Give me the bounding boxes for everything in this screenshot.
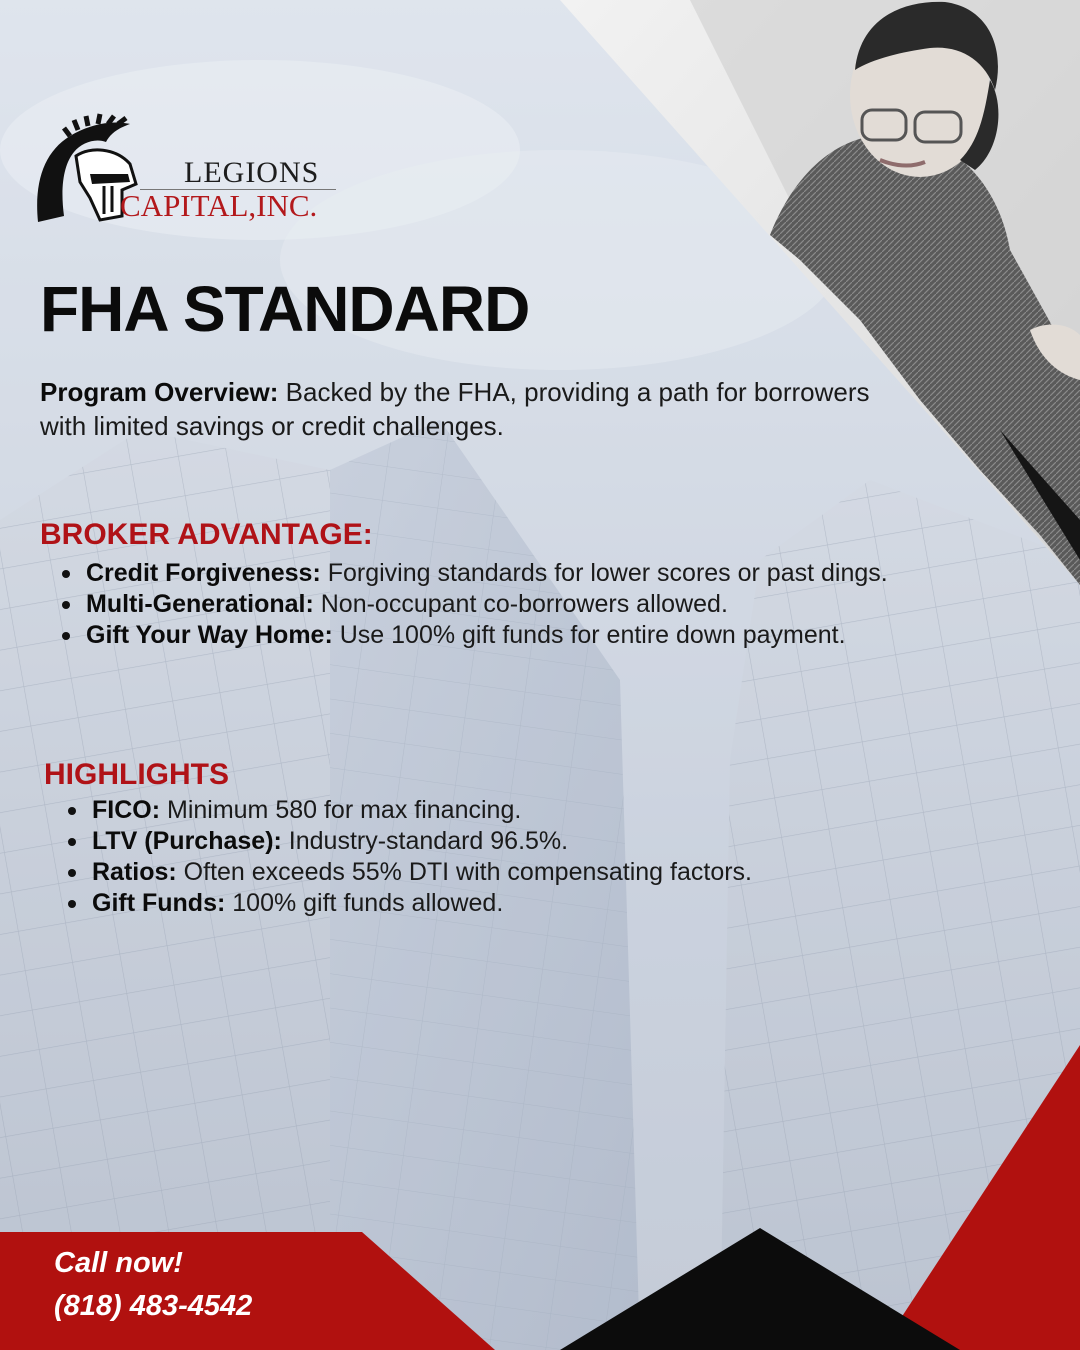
bullet-label: Ratios: <box>92 858 177 886</box>
bullet-text: Often exceeds 55% DTI with compensating factors. <box>176 858 753 886</box>
list-item <box>66 888 946 919</box>
list-item <box>66 826 946 857</box>
logo-wordmark-line1: LEGIONS <box>184 156 320 189</box>
program-overview <box>40 375 900 443</box>
bullet-text: 100% gift funds allowed. <box>225 889 504 917</box>
highlights-list <box>66 795 946 919</box>
bullet-label: Gift Funds: <box>92 889 226 917</box>
highlights-heading: HIGHLIGHTS <box>44 758 229 791</box>
broker-advantage-heading: BROKER ADVANTAGE: <box>40 518 373 551</box>
logo-wordmark-line2: CAPITAL,INC. <box>120 188 318 223</box>
list-item <box>60 589 940 620</box>
list-item <box>66 857 946 888</box>
bullet-label: Multi-Generational: <box>86 590 314 618</box>
bullet-label: Gift Your Way Home: <box>86 621 333 649</box>
phone-number-link[interactable]: (818) 483-4542 <box>54 1290 253 1322</box>
bullet-text: Non-occupant co-borrowers allowed. <box>313 590 728 618</box>
company-logo <box>30 112 350 232</box>
bullet-text: Minimum 580 for max financing. <box>160 796 522 824</box>
bullet-label: Credit Forgiveness: <box>86 559 321 587</box>
overview-label: Program Overview: <box>40 377 279 407</box>
bullet-text: Forgiving standards for lower scores or past dings. <box>320 559 888 587</box>
page-title: FHA STANDARD <box>40 273 530 345</box>
bullet-text: Use 100% gift funds for entire down payment. <box>332 621 846 649</box>
list-item <box>60 620 940 651</box>
cta-text: Call now! <box>54 1247 183 1279</box>
overview-text: Backed by the FHA, providing a path for borrowers with limited savings or credit challenges. <box>40 377 870 441</box>
call-to-action[interactable] <box>54 1242 252 1328</box>
bullet-label: FICO: <box>92 796 161 824</box>
list-item <box>60 558 940 589</box>
bullet-text: Industry-standard 96.5%. <box>281 827 569 855</box>
broker-advantage-list <box>60 558 940 651</box>
bullet-label: LTV (Purchase): <box>92 827 282 855</box>
list-item <box>66 795 946 826</box>
